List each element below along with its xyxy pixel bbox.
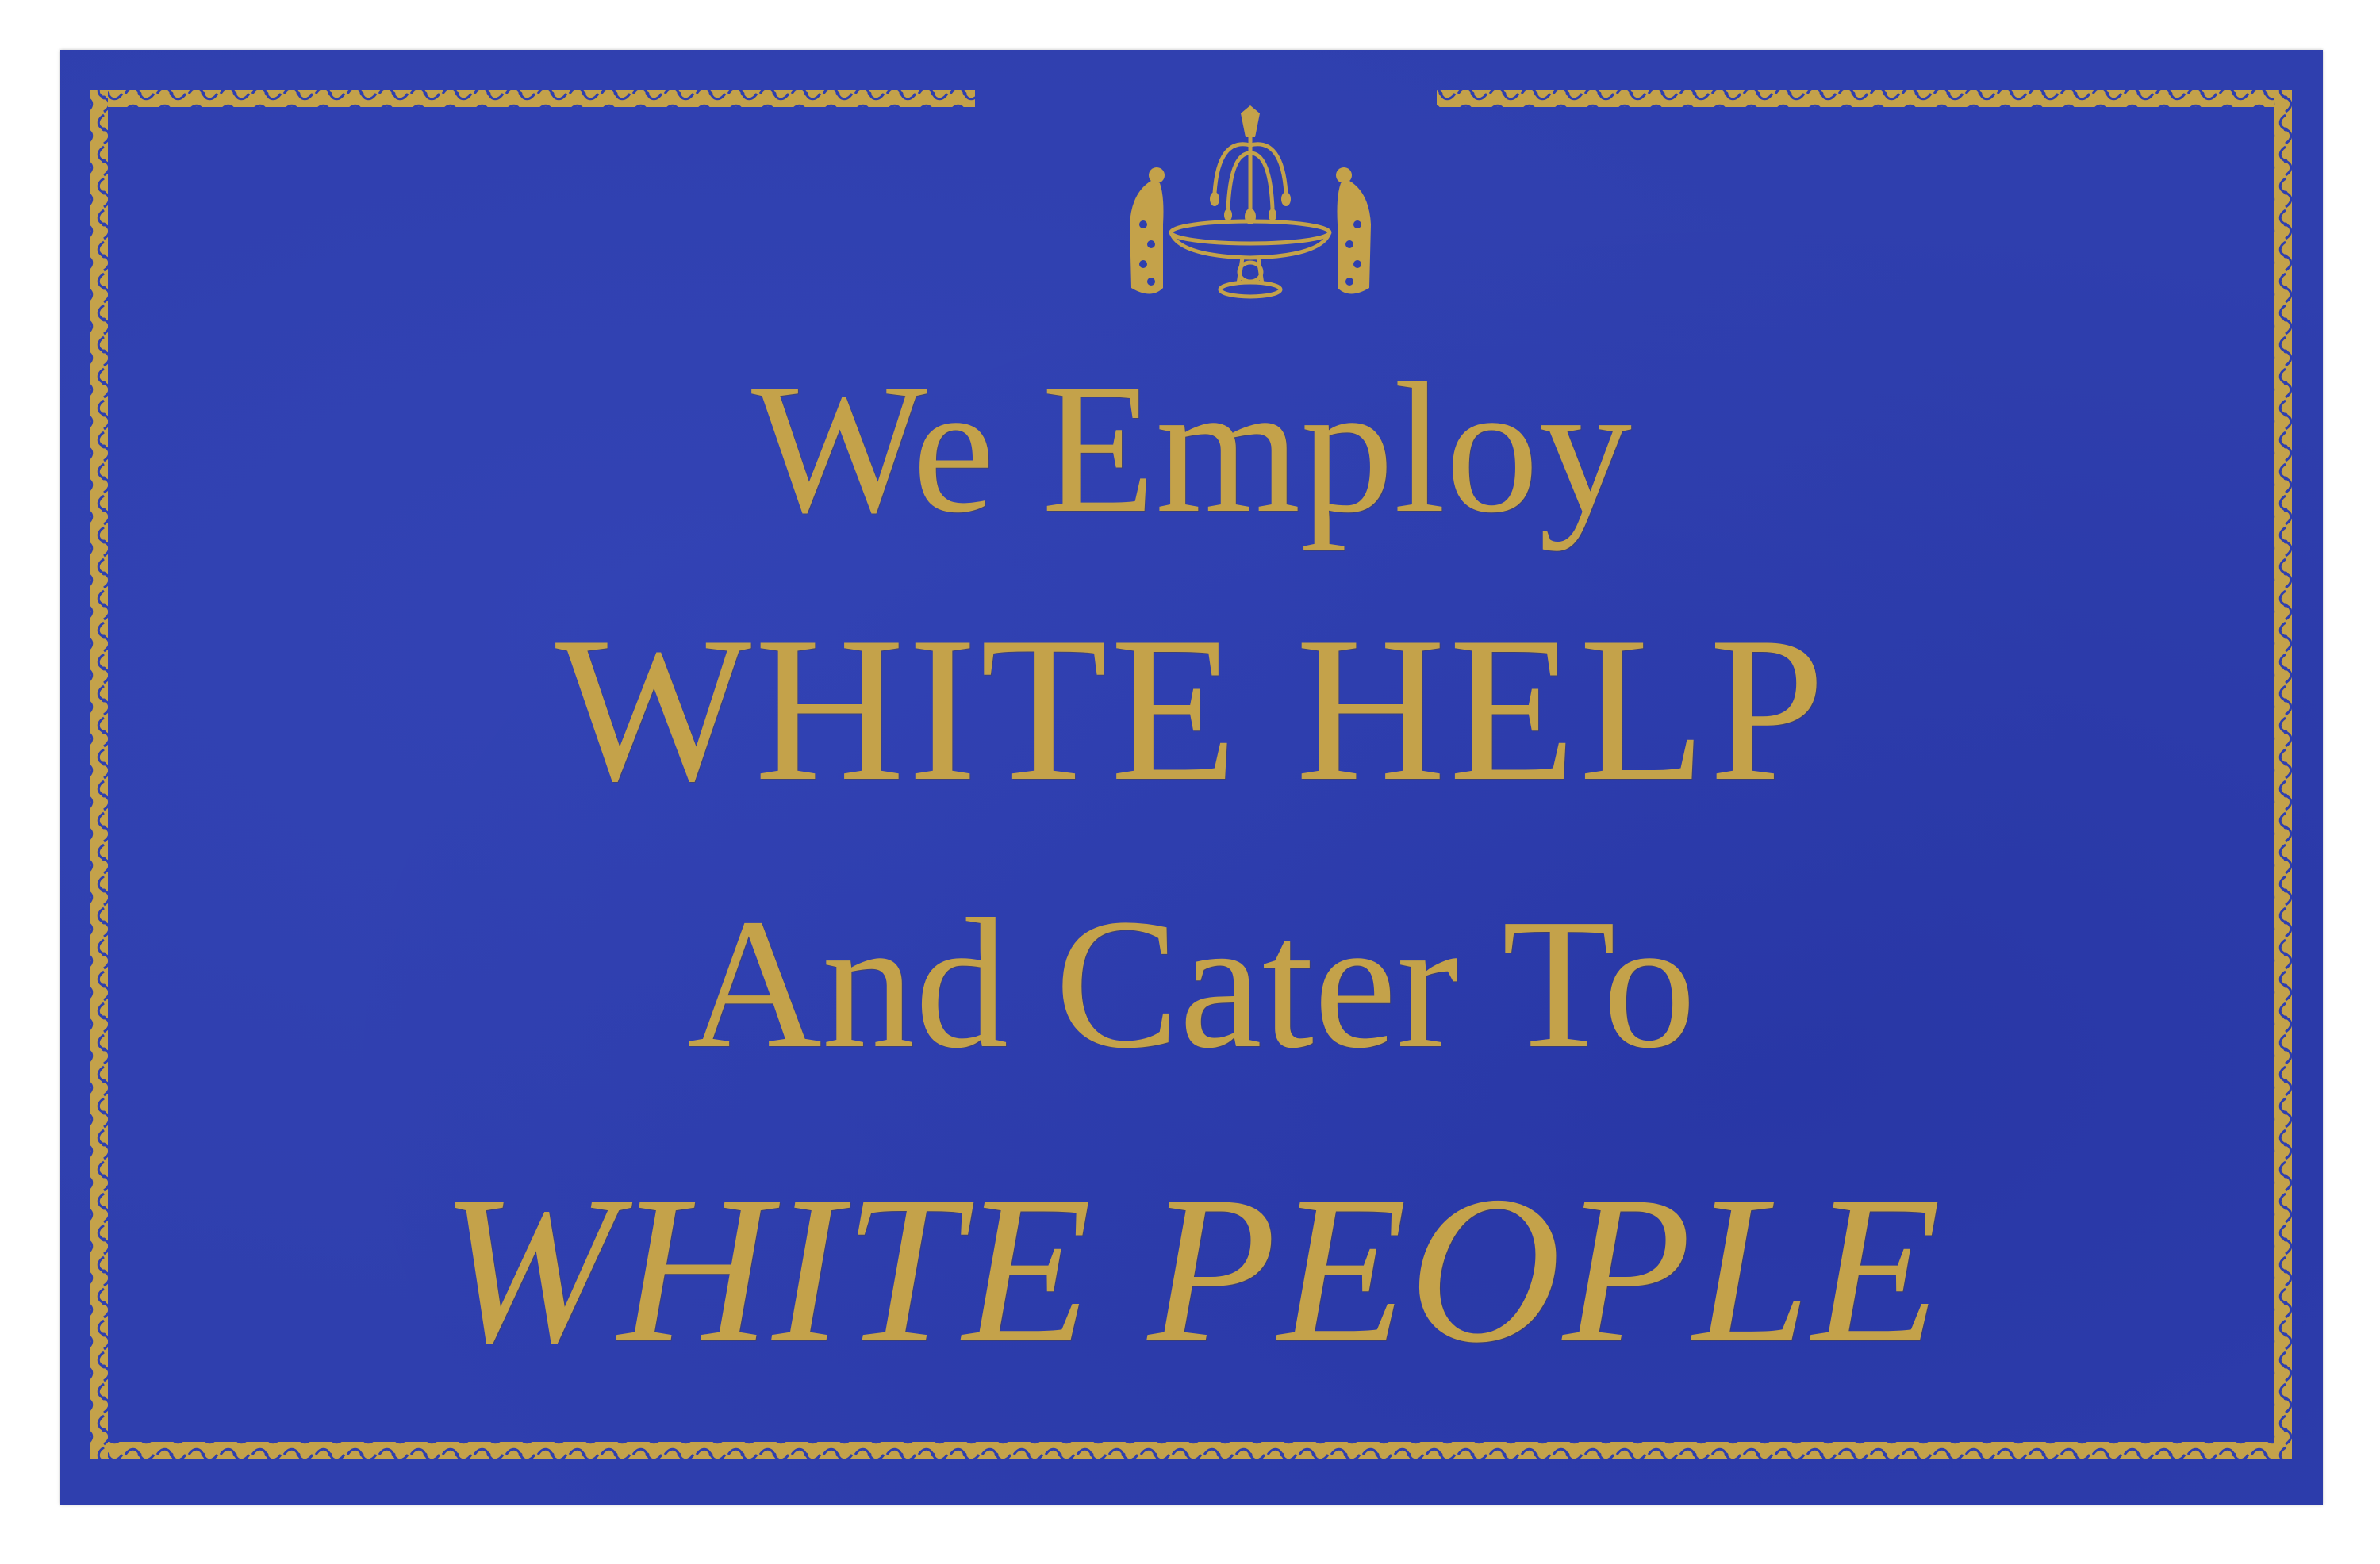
sign-line-white-people: WHITE PEOPLE — [440, 1152, 1943, 1386]
sign-card — [60, 50, 2323, 1505]
fountain-with-peacocks-icon — [1107, 105, 1393, 312]
border-top-left — [90, 90, 975, 107]
border-bottom — [90, 1442, 2292, 1459]
sign-line-we-employ: We Employ — [750, 345, 1633, 551]
border-top-right — [1437, 90, 2292, 107]
sign-line-white-help: WHITE HELP — [555, 594, 1829, 824]
sign-line-and-cater-to: And Cater To — [687, 880, 1696, 1087]
